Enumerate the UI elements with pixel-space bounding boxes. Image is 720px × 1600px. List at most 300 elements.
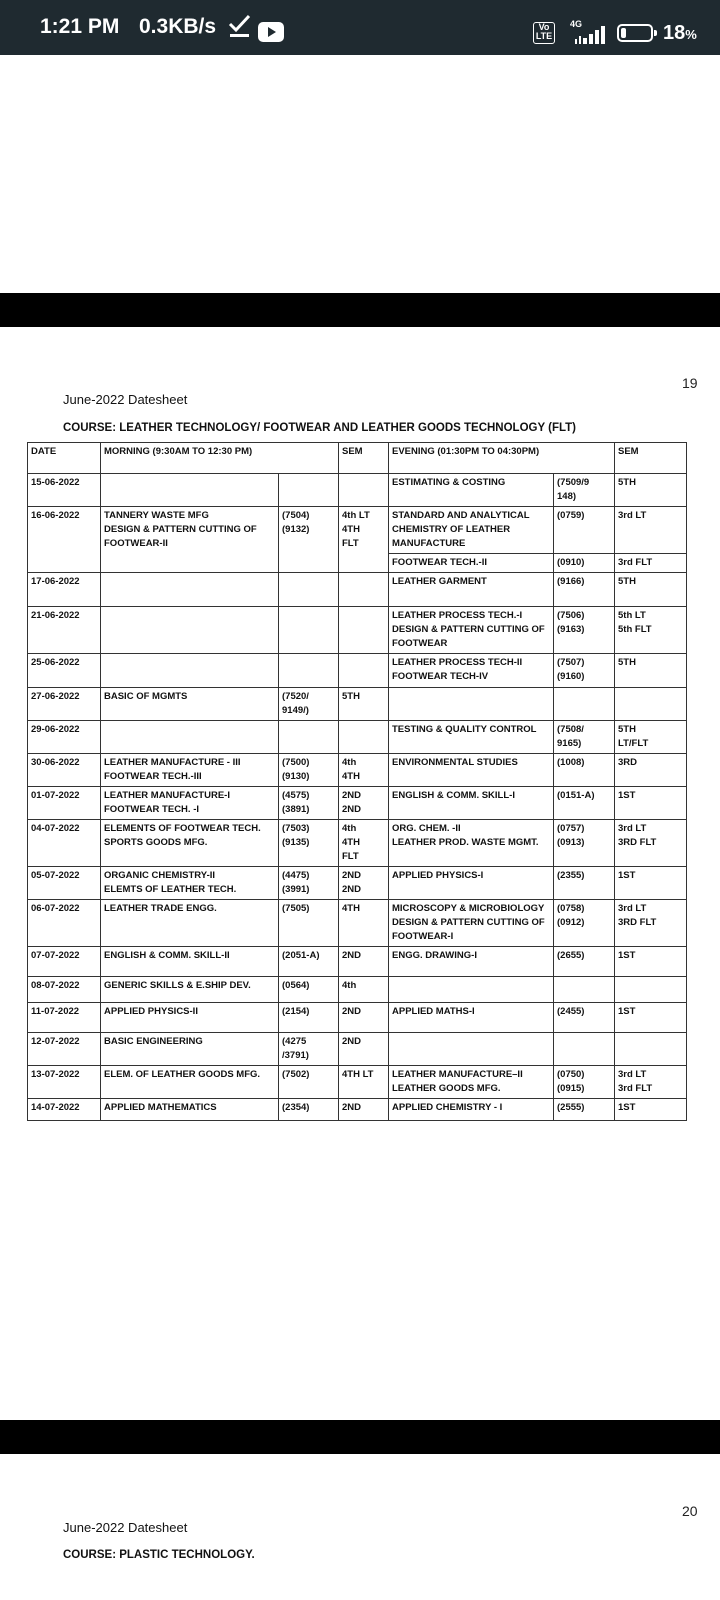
network-type: 4G xyxy=(570,19,583,29)
evening-code xyxy=(554,474,615,507)
evening-code-line: (9160) xyxy=(557,671,585,682)
evening-sem-line: 5TH xyxy=(618,724,636,735)
morning-sem-line: 4TH LT xyxy=(342,1069,374,1080)
evening-subject-line: MICROSCOPY & MICROBIOLOGY xyxy=(392,903,545,914)
evening-code xyxy=(554,754,615,787)
page-number: 20 xyxy=(682,1503,698,1519)
morning-subject xyxy=(101,573,279,607)
evening-sem-line: LT/FLT xyxy=(618,738,649,749)
table-row xyxy=(28,654,687,688)
morning-sem-line: 2ND xyxy=(342,1102,362,1113)
morning-code-line: (7503) xyxy=(282,823,310,834)
morning-code-line: (9132) xyxy=(282,524,310,535)
evening-code-line: (2555) xyxy=(557,1102,585,1113)
morning-subject xyxy=(101,754,279,787)
evening-sem-line: 1ST xyxy=(618,1006,636,1017)
evening-subject xyxy=(389,977,554,1003)
evening-code xyxy=(554,787,615,820)
table-row xyxy=(28,1033,687,1066)
evening-subject-line: APPLIED CHEMISTRY - I xyxy=(392,1102,503,1113)
evening-sem-line: 3RD FLT xyxy=(618,837,657,848)
table-header-row xyxy=(28,443,687,474)
date-cell: 06-07-2022 xyxy=(28,900,101,947)
morning-sem xyxy=(339,654,389,688)
battery-tip xyxy=(654,30,657,36)
evening-subject xyxy=(389,787,554,820)
evening-subject xyxy=(389,607,554,654)
table-row xyxy=(28,900,687,947)
morning-subject-line: FOOTWEAR TECH. -I xyxy=(104,804,199,815)
evening-sem-line: 1ST xyxy=(618,870,636,881)
morning-code-line: (2154) xyxy=(282,1006,310,1017)
evening-subject xyxy=(389,1003,554,1033)
morning-sem-line: 4TH xyxy=(342,771,360,782)
morning-sem xyxy=(339,947,389,977)
morning-sem xyxy=(339,607,389,654)
date-cell: 17-06-2022 xyxy=(28,573,101,607)
morning-sem-line: 4TH xyxy=(342,524,360,535)
evening-subject-split xyxy=(389,553,553,570)
date-cell: 13-07-2022 xyxy=(28,1066,101,1099)
date-cell: 15-06-2022 xyxy=(28,474,101,507)
date-cell: 04-07-2022 xyxy=(28,820,101,867)
page-separator xyxy=(0,293,720,327)
evening-code xyxy=(554,1003,615,1033)
morning-sem xyxy=(339,1003,389,1033)
evening-code-line: 148) xyxy=(557,491,577,502)
date-cell: 14-07-2022 xyxy=(28,1099,101,1121)
date-cell: 11-07-2022 xyxy=(28,1003,101,1033)
evening-code-line: (2655) xyxy=(557,950,585,961)
morning-subject-line: GENERIC SKILLS & E.SHIP DEV. xyxy=(104,980,251,991)
morning-sem-line: 2ND xyxy=(342,790,362,801)
morning-sem-line: 2ND xyxy=(342,804,362,815)
battery-icon xyxy=(617,24,653,42)
evening-code xyxy=(554,900,615,947)
evening-code xyxy=(554,1099,615,1121)
evening-subject-line: FOOTWEAR xyxy=(392,638,448,649)
morning-code-line: (7500) xyxy=(282,757,310,768)
evening-subject-line: FOOTWEAR TECH.-II xyxy=(392,557,487,568)
status-bar xyxy=(0,0,720,55)
evening-subject-line: ENGLISH & COMM. SKILL-I xyxy=(392,790,515,801)
evening-code xyxy=(554,867,615,900)
morning-sem-line: 4th xyxy=(342,980,357,991)
evening-subject xyxy=(389,900,554,947)
page-separator xyxy=(0,1420,720,1454)
morning-subject xyxy=(101,474,279,507)
evening-sem-line: 3rd FLT xyxy=(618,1083,653,1094)
table-row xyxy=(28,607,687,654)
evening-sem-line: 3rd FLT xyxy=(618,557,653,568)
morning-code xyxy=(279,820,339,867)
morning-subject xyxy=(101,977,279,1003)
evening-code xyxy=(554,573,615,607)
table-row xyxy=(28,721,687,754)
evening-sem-line: 5th LT xyxy=(618,610,646,621)
morning-subject xyxy=(101,1099,279,1121)
morning-code xyxy=(279,1099,339,1121)
evening-sem-line: 1ST xyxy=(618,1102,636,1113)
battery-level xyxy=(621,28,626,38)
morning-code xyxy=(279,721,339,754)
evening-subject xyxy=(389,721,554,754)
page-number: 19 xyxy=(682,375,698,391)
evening-sem-line: 5TH xyxy=(618,657,636,668)
evening-subject-line: TESTING & QUALITY CONTROL xyxy=(392,724,537,735)
morning-code-line: (9135) xyxy=(282,837,310,848)
evening-sem xyxy=(615,1003,687,1033)
evening-subject xyxy=(389,867,554,900)
table-row xyxy=(28,1003,687,1033)
battery-percent: 18% xyxy=(663,22,697,44)
date-cell: 12-07-2022 xyxy=(28,1033,101,1066)
morning-sem xyxy=(339,573,389,607)
evening-subject-line: APPLIED PHYSICS-I xyxy=(392,870,484,881)
evening-subject-line: FOOTWEAR-I xyxy=(392,931,454,942)
download-done-icon xyxy=(227,10,253,40)
evening-subject-line: LEATHER PROCESS TECH-II xyxy=(392,657,523,668)
morning-subject-line: ELEMENTS OF FOOTWEAR TECH. xyxy=(104,823,261,834)
morning-subject-line: LEATHER TRADE ENGG. xyxy=(104,903,217,914)
evening-subject-line: DESIGN & PATTERN CUTTING OF xyxy=(392,624,545,635)
evening-subject xyxy=(389,820,554,867)
table-row xyxy=(28,977,687,1003)
evening-subject-line: ESTIMATING & COSTING xyxy=(392,477,506,488)
morning-sem xyxy=(339,688,389,721)
date-cell: 27-06-2022 xyxy=(28,688,101,721)
morning-subject xyxy=(101,607,279,654)
evening-code-line: (7508/ xyxy=(557,724,584,735)
morning-sem-line: 2ND xyxy=(342,1006,362,1017)
table-row xyxy=(28,688,687,721)
morning-sem-line: 4th LT xyxy=(342,510,370,521)
evening-sem-line: 3rd LT xyxy=(618,903,647,914)
evening-subject-line: ENVIRONMENTAL STUDIES xyxy=(392,757,518,768)
morning-sem-line: 5TH xyxy=(342,691,360,702)
morning-subject xyxy=(101,654,279,688)
evening-subject-line: LEATHER MANUFACTURE–II xyxy=(392,1069,523,1080)
evening-code xyxy=(554,507,615,573)
morning-subject-line: ELEM. OF LEATHER GOODS MFG. xyxy=(104,1069,261,1080)
table-row xyxy=(28,820,687,867)
document-header: June-2022 Datesheet xyxy=(63,1520,188,1535)
morning-code-line: (7504) xyxy=(282,510,310,521)
morning-sem-line: FLT xyxy=(342,538,359,549)
evening-subject-line: APPLIED MATHS-I xyxy=(392,1006,475,1017)
morning-sem xyxy=(339,754,389,787)
evening-subject-line: MANUFACTURE xyxy=(392,538,466,549)
morning-sem-line: 4th xyxy=(342,823,357,834)
morning-sem xyxy=(339,1033,389,1066)
table-row xyxy=(28,947,687,977)
evening-code-line: (7509/9 xyxy=(557,477,590,488)
evening-code-line: (0759) xyxy=(557,510,585,521)
status-time: 1:21 PM xyxy=(40,15,120,38)
network-speed: 0.3KB/s xyxy=(139,15,217,38)
morning-subject-line: FOOTWEAR TECH.-III xyxy=(104,771,202,782)
morning-sem xyxy=(339,820,389,867)
morning-subject-line: LEATHER MANUFACTURE - III xyxy=(104,757,241,768)
evening-code-line: (2355) xyxy=(557,870,585,881)
morning-code-line: (4275 xyxy=(282,1036,307,1047)
evening-subject-line: ORG. CHEM. -II xyxy=(392,823,461,834)
evening-code-split xyxy=(554,553,614,570)
header-date: DATE xyxy=(28,443,101,474)
evening-code-line: (7506) xyxy=(557,610,585,621)
evening-sem-line: 5th FLT xyxy=(618,624,652,635)
evening-sem xyxy=(615,900,687,947)
evening-code xyxy=(554,977,615,1003)
morning-code xyxy=(279,507,339,573)
evening-sem-line: 3rd LT xyxy=(618,510,647,521)
morning-code xyxy=(279,867,339,900)
morning-code-line: (2354) xyxy=(282,1102,310,1113)
morning-code xyxy=(279,1066,339,1099)
evening-sem xyxy=(615,688,687,721)
evening-code-line: 9165) xyxy=(557,738,582,749)
morning-sem-line: 2ND xyxy=(342,950,362,961)
evening-sem xyxy=(615,867,687,900)
morning-sem xyxy=(339,1099,389,1121)
course-title: COURSE: PLASTIC TECHNOLOGY. xyxy=(63,1549,255,1561)
morning-sem xyxy=(339,1066,389,1099)
evening-sem-line: 5TH xyxy=(618,576,636,587)
morning-sem xyxy=(339,721,389,754)
evening-code xyxy=(554,688,615,721)
evening-subject xyxy=(389,474,554,507)
morning-code xyxy=(279,787,339,820)
evening-sem xyxy=(615,507,687,573)
morning-subject-line: ELEMTS OF LEATHER TECH. xyxy=(104,884,237,895)
morning-subject xyxy=(101,1033,279,1066)
morning-subject-line: APPLIED PHYSICS-II xyxy=(104,1006,198,1017)
evening-sem-line: 5TH xyxy=(618,477,636,488)
morning-code xyxy=(279,1033,339,1066)
morning-code xyxy=(279,900,339,947)
morning-subject-line: TANNERY WASTE MFG xyxy=(104,510,209,521)
evening-sem-line: 1ST xyxy=(618,790,636,801)
date-cell: 07-07-2022 xyxy=(28,947,101,977)
evening-subject-line: LEATHER GARMENT xyxy=(392,576,487,587)
morning-code xyxy=(279,474,339,507)
table-row xyxy=(28,1066,687,1099)
evening-code xyxy=(554,947,615,977)
morning-sem-line: 2ND xyxy=(342,884,362,895)
morning-sem xyxy=(339,507,389,573)
evening-code xyxy=(554,654,615,688)
evening-sem xyxy=(615,607,687,654)
header-morning: MORNING (9:30AM TO 12:30 PM) xyxy=(101,443,339,474)
evening-subject xyxy=(389,754,554,787)
morning-subject xyxy=(101,1003,279,1033)
morning-subject xyxy=(101,507,279,573)
morning-sem xyxy=(339,474,389,507)
morning-code xyxy=(279,947,339,977)
table-row xyxy=(28,474,687,507)
date-cell: 16-06-2022 xyxy=(28,507,101,573)
evening-subject xyxy=(389,1033,554,1066)
evening-subject-line: CHEMISTRY OF LEATHER xyxy=(392,524,511,535)
date-cell: 25-06-2022 xyxy=(28,654,101,688)
date-cell: 08-07-2022 xyxy=(28,977,101,1003)
morning-code xyxy=(279,754,339,787)
evening-code xyxy=(554,607,615,654)
evening-sem xyxy=(615,977,687,1003)
morning-code-line: (3991) xyxy=(282,884,310,895)
evening-sem xyxy=(615,754,687,787)
morning-sem xyxy=(339,900,389,947)
evening-sem xyxy=(615,573,687,607)
morning-subject-line: FOOTWEAR-II xyxy=(104,538,168,549)
morning-subject-line: BASIC ENGINEERING xyxy=(104,1036,203,1047)
evening-subject-line: DESIGN & PATTERN CUTTING OF xyxy=(392,917,545,928)
evening-code-line: (2455) xyxy=(557,1006,585,1017)
evening-subject-line: LEATHER GOODS MFG. xyxy=(392,1083,501,1094)
evening-subject xyxy=(389,1099,554,1121)
morning-code xyxy=(279,1003,339,1033)
evening-subject-line: LEATHER PROCESS TECH.-I xyxy=(392,610,523,621)
morning-subject xyxy=(101,787,279,820)
morning-subject-line: LEATHER MANUFACTURE-I xyxy=(104,790,230,801)
morning-subject-line: BASIC OF MGMTS xyxy=(104,691,188,702)
morning-sem-line: 4th xyxy=(342,757,357,768)
evening-sem-line: 3RD xyxy=(618,757,638,768)
volte-icon: Vo LTE xyxy=(533,22,555,44)
evening-subject-line: ENGG. DRAWING-I xyxy=(392,950,477,961)
morning-code-line: (7520/ xyxy=(282,691,309,702)
evening-code-line: (9166) xyxy=(557,576,585,587)
morning-subject xyxy=(101,1066,279,1099)
evening-sem-line: 1ST xyxy=(618,950,636,961)
evening-subject xyxy=(389,573,554,607)
morning-sem-line: FLT xyxy=(342,851,359,862)
header-sem: SEM xyxy=(339,443,389,474)
morning-sem-line: 2ND xyxy=(342,1036,362,1047)
morning-code-line: 9149/) xyxy=(282,705,309,716)
evening-code-line: (0151-A) xyxy=(557,790,595,801)
evening-code-line: (1008) xyxy=(557,757,585,768)
table-row xyxy=(28,573,687,607)
evening-subject xyxy=(389,507,554,573)
evening-sem xyxy=(615,1066,687,1099)
morning-code xyxy=(279,573,339,607)
morning-subject xyxy=(101,867,279,900)
evening-code-line: (0757) xyxy=(557,823,585,834)
morning-code xyxy=(279,654,339,688)
date-cell: 29-06-2022 xyxy=(28,721,101,754)
morning-code-line: (2051-A) xyxy=(282,950,320,961)
signal-icon xyxy=(575,26,605,44)
evening-code xyxy=(554,1066,615,1099)
evening-sem-line: 3RD FLT xyxy=(618,917,657,928)
morning-sem-line: 4TH xyxy=(342,837,360,848)
evening-subject-line: FOOTWEAR TECH-IV xyxy=(392,671,489,682)
evening-subject-line: STANDARD AND ANALYTICAL xyxy=(392,510,530,521)
evening-code-line: (0913) xyxy=(557,837,585,848)
youtube-icon xyxy=(258,22,284,42)
morning-code xyxy=(279,607,339,654)
table-row xyxy=(28,507,687,573)
morning-code-line: (3891) xyxy=(282,804,310,815)
evening-code-line: (0910) xyxy=(557,557,585,568)
evening-code xyxy=(554,1033,615,1066)
morning-sem-line: 2ND xyxy=(342,870,362,881)
evening-sem xyxy=(615,787,687,820)
evening-subject-line: LEATHER PROD. WASTE MGMT. xyxy=(392,837,539,848)
evening-sem-line: 3rd LT xyxy=(618,1069,647,1080)
evening-code-line: (0750) xyxy=(557,1069,585,1080)
evening-sem-split xyxy=(615,553,686,570)
evening-code xyxy=(554,820,615,867)
header-evening: EVENING (01:30PM TO 04:30PM) xyxy=(389,443,615,474)
morning-code xyxy=(279,977,339,1003)
table-row xyxy=(28,754,687,787)
evening-sem xyxy=(615,1033,687,1066)
morning-code-line: (7505) xyxy=(282,903,310,914)
morning-code-line: (4475) xyxy=(282,870,310,881)
morning-subject xyxy=(101,688,279,721)
morning-subject-line: DESIGN & PATTERN CUTTING OF xyxy=(104,524,257,535)
morning-subject-line: APPLIED MATHEMATICS xyxy=(104,1102,217,1113)
morning-sem-line: 4TH xyxy=(342,903,360,914)
morning-code xyxy=(279,688,339,721)
morning-sem xyxy=(339,867,389,900)
evening-subject xyxy=(389,654,554,688)
morning-subject xyxy=(101,820,279,867)
morning-code-line: (0564) xyxy=(282,980,310,991)
morning-sem xyxy=(339,787,389,820)
document-header: June-2022 Datesheet xyxy=(63,392,188,407)
course-title: COURSE: LEATHER TECHNOLOGY/ FOOTWEAR AND LEATHER GOODS TECHNOLOGY (FLT) xyxy=(63,422,577,434)
morning-code-line: (9130) xyxy=(282,771,310,782)
date-cell: 01-07-2022 xyxy=(28,787,101,820)
datesheet-table xyxy=(27,442,687,1121)
morning-subject xyxy=(101,721,279,754)
evening-sem xyxy=(615,947,687,977)
date-cell: 30-06-2022 xyxy=(28,754,101,787)
evening-sem xyxy=(615,474,687,507)
evening-sem xyxy=(615,721,687,754)
evening-subject xyxy=(389,1066,554,1099)
morning-subject xyxy=(101,947,279,977)
evening-code-line: (7507) xyxy=(557,657,585,668)
morning-code-line: (4575) xyxy=(282,790,310,801)
morning-subject xyxy=(101,900,279,947)
evening-subject xyxy=(389,688,554,721)
evening-code xyxy=(554,721,615,754)
morning-subject-line: SPORTS GOODS MFG. xyxy=(104,837,208,848)
evening-sem-line: 3rd LT xyxy=(618,823,647,834)
morning-code-line: /3791) xyxy=(282,1050,309,1061)
evening-sem xyxy=(615,654,687,688)
evening-code-line: (0915) xyxy=(557,1083,585,1094)
evening-subject xyxy=(389,947,554,977)
table-row xyxy=(28,867,687,900)
date-cell: 21-06-2022 xyxy=(28,607,101,654)
evening-sem xyxy=(615,1099,687,1121)
evening-code-line: (0758) xyxy=(557,903,585,914)
morning-code-line: (7502) xyxy=(282,1069,310,1080)
morning-subject-line: ENGLISH & COMM. SKILL-II xyxy=(104,950,230,961)
table-row xyxy=(28,787,687,820)
morning-sem xyxy=(339,977,389,1003)
morning-subject-line: ORGANIC CHEMISTRY-II xyxy=(104,870,216,881)
date-cell: 05-07-2022 xyxy=(28,867,101,900)
evening-sem xyxy=(615,820,687,867)
evening-code-line: (0912) xyxy=(557,917,585,928)
evening-code-line: (9163) xyxy=(557,624,585,635)
